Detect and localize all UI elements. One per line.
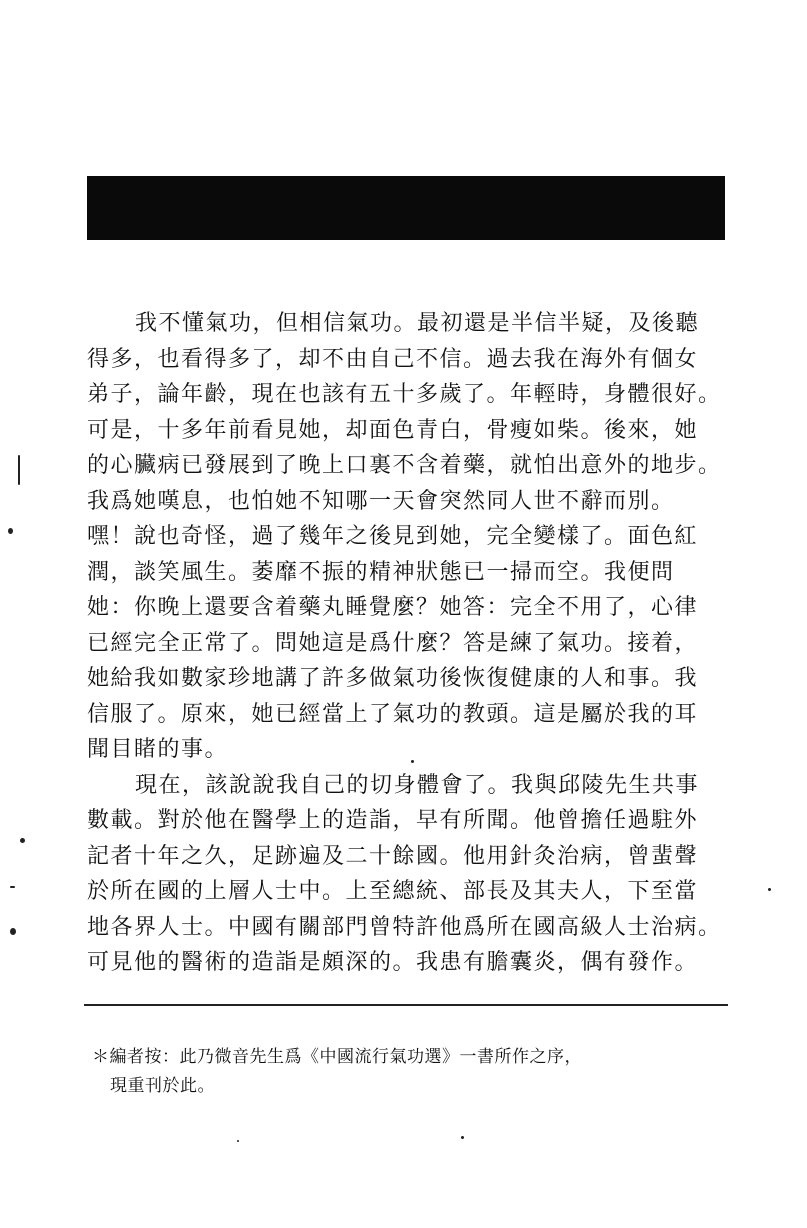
text-line: 我爲她嘆息，也怕她不知哪一天會突然同人世不辭而別。	[87, 488, 675, 514]
text-line: 可是，十多年前看見她，却面色青白，骨瘦如柴。後來，她	[87, 417, 699, 443]
text-line: 的心臟病已發展到了晚上口裏不含着藥，就怕出意外的地步。	[87, 453, 722, 478]
text-line: 我不懂氣功，但相信氣功。最初還是半信半疑，及後聽	[135, 311, 700, 336]
text-line: 她給我如數家珍地講了許多做氣功後恢復健康的人和事。我	[87, 666, 699, 691]
text-line: 潤，談笑風生。萎靡不振的精神狀態已一掃而空。我便問	[87, 559, 675, 585]
scan-speck	[18, 455, 20, 485]
text-line: 得多，也看得多了，却不由自己不信。過去我在海外有個女	[87, 346, 699, 372]
text-line: 嘿！說也奇怪，過了幾年之後見到她，完全變樣了。面色紅	[87, 524, 699, 549]
text-line: 弟子，論年齡，現在也該有五十多歲了。年輕時，身體很好。	[87, 382, 722, 407]
footnote-divider	[84, 1004, 728, 1006]
text-line: 她：你晚上還要含着藥丸睡覺麼？她答：完全不用了，心律	[87, 595, 699, 620]
paragraph-2	[87, 768, 732, 981]
paragraph-1	[87, 306, 732, 768]
editor-footnote	[92, 1043, 732, 1101]
scan-speck	[20, 838, 25, 843]
text-line: 記者十年之久，足跡遍及二十餘國。他用針灸治病，曾蜚聲	[87, 843, 699, 869]
text-line: 於所在國的上層人士中。上至總統、部長及其夫人，下至當	[87, 879, 699, 904]
scan-speck	[10, 928, 16, 935]
scan-speck	[237, 1140, 239, 1142]
scan-speck	[461, 1136, 464, 1139]
scan-speck	[10, 886, 15, 888]
scan-speck	[411, 760, 414, 763]
scan-speck	[768, 888, 771, 891]
text-line: 信服了。原來，她已經當上了氣功的教頭。這是屬於我的耳	[87, 701, 699, 727]
text-line: 數載。對於他在醫學上的造詣，早有所聞。他曾擔任過駐外	[87, 808, 699, 833]
scan-speck	[8, 528, 13, 534]
black-header-bar	[87, 176, 725, 240]
text-line: 地各界人士。中國有關部門曾特許他爲所在國高級人士治病。	[87, 914, 722, 940]
footnote-line: 現重刊於此。	[110, 1076, 215, 1096]
text-line: 聞目睹的事。	[87, 737, 229, 762]
body-text	[87, 306, 732, 981]
text-line: 可見他的醫術的造詣是頗深的。我患有膽囊炎，偶有發作。	[87, 950, 699, 975]
footnote-line: ＊編者按：此乃微音先生爲《中國流行氣功選》一書所作之序，	[92, 1047, 582, 1067]
text-line: 已經完全正常了。問她這是爲什麼？答是練了氣功。接着，	[87, 630, 699, 656]
text-line: 現在，該說說我自己的切身體會了。我與邱陵先生共事	[135, 772, 700, 798]
